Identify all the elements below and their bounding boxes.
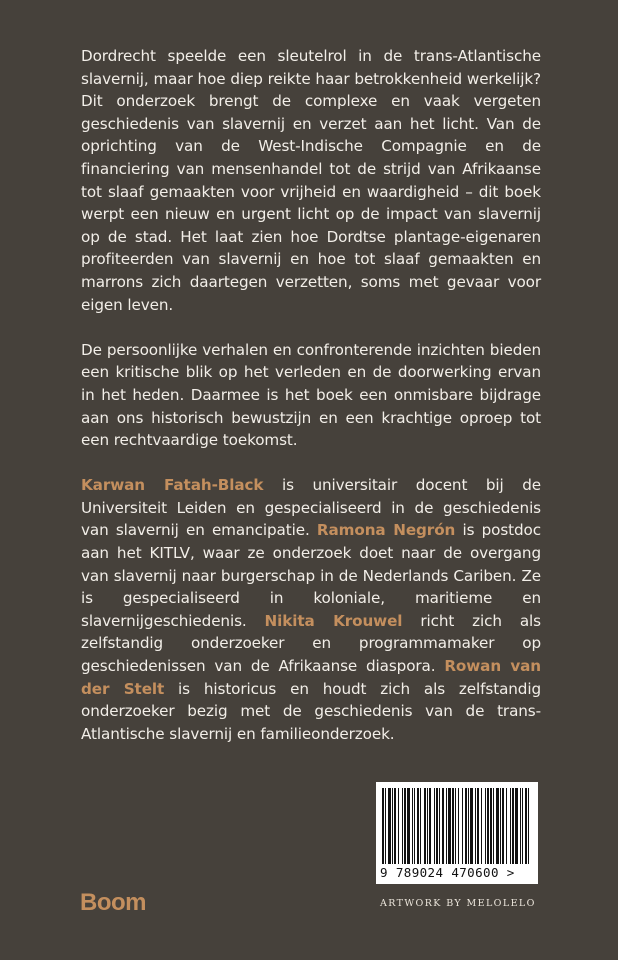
barcode-bar xyxy=(398,788,399,864)
author-name: Nikita Krouwel xyxy=(264,611,403,630)
barcode-bar xyxy=(385,788,386,864)
author-bio: is historicus en houdt zich als zelfstandig onderzoeker bezig met de geschiedenis van de trans-Atlantische slavernij en familieonderzoek. xyxy=(81,679,542,743)
barcode-bar xyxy=(462,788,463,864)
barcode-bar xyxy=(412,788,413,864)
barcode-bar xyxy=(522,788,523,864)
artwork-credit: ARTWORK BY MELOLELO xyxy=(380,898,536,909)
barcode-bar xyxy=(434,788,435,864)
barcode-bar xyxy=(475,788,476,864)
isbn-digits: 9 789024 470600 > xyxy=(380,865,515,880)
barcode-bar xyxy=(417,788,419,864)
blurb-paragraph-2: De persoonlijke verhalen en confronterende inzichten bieden een kritische blik op het verleden en de doorwerking ervan in het heden. Daarmee is het boek een onmisbare bijdrage aan ons historisch bewustzijn en een krachtige oproep tot een rechtvaardige toekomst. xyxy=(81,340,541,450)
barcode-bar xyxy=(487,788,489,864)
barcode-bar xyxy=(427,788,428,864)
blurb-paragraph-1: Dordrecht speelde een sleutelrol in de trans-Atlantische slavernij, maar hoe diep reikte haar betrokkenheid werkelijk? Dit onderzoek brengt de complexe en vaak vergeten geschiedenis van slavernij en verzet aan het licht. Van de oprichting van de West-Indische Compagnie en de financiering van mensenhandel tot de strijd van Afrikaanse tot slaaf gemaakten voor vrijheid en waardigheid – dit boek werpt een nieuw en urgent licht op de impact van slavernij op de stad. Het laat zien hoe Dordtse plantage-eigenaren profiteerden van slavernij en hoe tot slaaf gemaakten en marrons zich daartegen verzetten, soms met gevaar voor eigen leven. xyxy=(81,47,541,314)
barcode-bar xyxy=(477,788,479,864)
barcode-bars xyxy=(380,788,534,864)
barcode-bar xyxy=(481,788,482,864)
barcode-bar xyxy=(446,788,447,864)
barcode-bar xyxy=(455,788,456,864)
barcode-bar xyxy=(506,788,507,864)
barcode-bar xyxy=(452,788,454,864)
isbn-barcode xyxy=(376,782,538,884)
barcode-bar xyxy=(407,788,410,864)
barcode-bar xyxy=(470,788,473,864)
author-name: Karwan Fatah-Black xyxy=(81,476,264,495)
barcode-bar xyxy=(436,788,438,864)
barcode-bar xyxy=(520,788,521,864)
author-name: Ramona Negrón xyxy=(316,521,456,540)
barcode-bar xyxy=(515,788,518,864)
author-bio: richt zich als zelfstandig onderzoeker en programmamaker op geschiedenissen van de Afrikaanse diaspora. xyxy=(81,611,541,676)
barcode-bar xyxy=(402,788,403,864)
barcode-bar xyxy=(420,788,421,864)
barcode-bar xyxy=(502,788,504,864)
barcode-bar xyxy=(490,788,492,864)
publisher-logo: Boom xyxy=(80,889,146,916)
author-bios xyxy=(81,474,541,745)
barcode-bar xyxy=(388,788,391,864)
barcode-bar xyxy=(525,788,527,864)
barcode-bar xyxy=(439,788,440,864)
barcode-bar xyxy=(442,788,444,864)
barcode-bar xyxy=(510,788,511,864)
author-name: Rowan van der Stelt xyxy=(81,657,541,698)
back-cover-text xyxy=(81,45,541,768)
barcode-bar xyxy=(512,788,514,864)
barcode-bar xyxy=(485,788,486,864)
barcode-bar xyxy=(404,788,406,864)
barcode-bar xyxy=(448,788,451,864)
barcode-bar xyxy=(465,788,467,864)
barcode-bar xyxy=(458,788,459,864)
barcode-bar xyxy=(496,788,499,864)
barcode-bar xyxy=(528,788,529,864)
barcode-bar xyxy=(392,788,393,864)
author-bio: is universitair docent bij de Universiteit Leiden en gespecialiseerd in de geschiedenis van slavernij en emancipatie. xyxy=(81,476,541,540)
barcode-bar xyxy=(493,788,494,864)
barcode-bar xyxy=(468,788,469,864)
barcode-bar xyxy=(500,788,501,864)
barcode-bar xyxy=(394,788,396,864)
barcode-bar xyxy=(429,788,431,864)
barcode-bar xyxy=(382,788,384,864)
barcode-bar xyxy=(414,788,415,864)
barcode-bar xyxy=(424,788,426,864)
author-bio: is postdoc aan het KITLV, waar ze onderzoek doet naar de overgang van slavernij naar burgerschap in de Nederlands Cariben. Ze is gespecialiseerd in koloniale, maritieme en slavernijgeschiedenis. xyxy=(81,521,541,630)
